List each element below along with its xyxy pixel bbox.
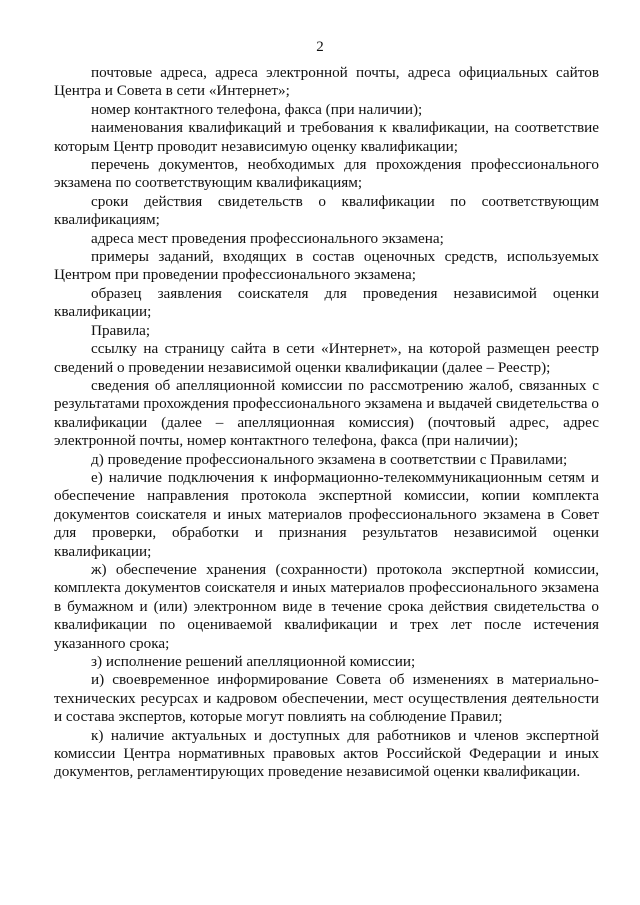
page-number: 2 bbox=[316, 39, 324, 55]
paragraph: почтовые адреса, адреса электронной почты, адреса официальных сайтов Центра и Совета в сети «Интернет»; bbox=[54, 64, 599, 100]
paragraph: Правила; bbox=[91, 321, 151, 339]
paragraph: сведения об апелляционной комиссии по рассмотрению жалоб, связанных с результатами прохождения профессионального экзамена и выдачей свидетельства о квалификации (далее – апелляционная комиссия) (почтовый адрес, адрес электронной почты, номер контактного телефона, факса (при наличии); bbox=[54, 376, 599, 450]
document-body bbox=[54, 64, 599, 782]
paragraph: адреса мест проведения профессионального экзамена; bbox=[91, 229, 444, 247]
paragraph: е) наличие подключения к информационно-телекоммуникационным сетям и обеспечение направления протокола экспертной комиссии, копии комплекта документов соискателя и иных материалов профессионального экзамена в Совет для проверки, обработки и признания результатов независимой оценки квалификации; bbox=[54, 468, 599, 560]
paragraph: к) наличие актуальных и доступных для работников и членов экспертной комиссии Центра нормативных правовых актов Российской Федерации и иных документов, регламентирующих проведение независимой оценки квалификации. bbox=[54, 726, 599, 781]
paragraph: перечень документов, необходимых для прохождения профессионального экзамена по соответствующим квалификациям; bbox=[54, 156, 599, 192]
paragraph: ж) обеспечение хранения (сохранности) протокола экспертной комиссии, комплекта документов соискателя и иных материалов профессионального экзамена в бумажном и (или) электронном виде в течение срока действия свидетельства о квалификации по оцениваемой квалификации и трех лет после истечения указанного срока; bbox=[54, 560, 599, 652]
paragraph: номер контактного телефона, факса (при наличии); bbox=[91, 100, 423, 118]
paragraph: наименования квалификаций и требования к квалификации, на соответствие которым Центр проводит независимую оценку квалификации; bbox=[54, 119, 599, 155]
paragraph: з) исполнение решений апелляционной комиссии; bbox=[91, 653, 416, 670]
paragraph: д) проведение профессионального экзамена в соответствии с Правилами; bbox=[91, 450, 568, 468]
paragraph: и) своевременное информирование Совета об изменениях в материально-технических ресурсах и кадровом обеспечении, мест осуществления деятельности и состава экспертов, которые могут повлиять на соблюдение Правил; bbox=[54, 671, 599, 726]
paragraph: ссылку на страницу сайта в сети «Интернет», на которой размещен реестр сведений о проведении независимой оценки квалификации (далее – Реестр); bbox=[54, 340, 599, 376]
paragraph: примеры заданий, входящих в состав оценочных средств, используемых Центром при проведении профессионального экзамена; bbox=[54, 248, 599, 284]
paragraph: сроки действия свидетельств о квалификации по соответствующим квалификациям; bbox=[54, 192, 599, 229]
paragraph: образец заявления соискателя для проведения независимой оценки квалификации; bbox=[54, 284, 599, 321]
